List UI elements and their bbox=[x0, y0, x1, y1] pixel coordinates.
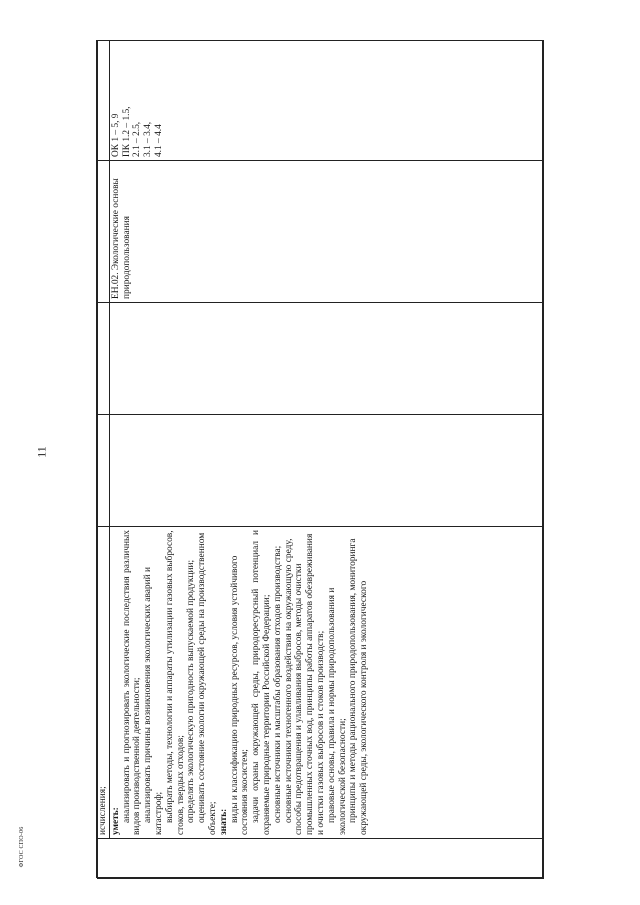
cell-empty bbox=[109, 303, 543, 415]
rotated-table-content bbox=[97, 41, 544, 879]
umet-item: анализировать причины возникновения экологических аварий и катастроф; bbox=[143, 566, 164, 835]
umet-item: анализировать и прогнозировать экологические последствия различных видов производственной деятельности; bbox=[121, 530, 143, 835]
znat-item: основные источники и масштабы образования отходов производства; bbox=[272, 545, 283, 823]
table-row-continuation bbox=[98, 41, 110, 879]
competency-line: 2.1 – 2.5, bbox=[132, 121, 143, 157]
znat-item: основные источники техногенного воздействия на окружающую среду, способы предотвращения и улавливания выбросов, методы очистки промышленных сточных вод, принципы работы аппаратов обезвреживания и очистки газовых выбросов и стоков производств; bbox=[283, 533, 326, 835]
znat-label: знать: bbox=[218, 808, 229, 835]
umet-item: оценивать состояние экологии окружающей среды на производственном объекте; bbox=[197, 532, 218, 835]
umet-label: уметь: bbox=[110, 807, 121, 835]
competency-line: 3.1 – 3.4, bbox=[143, 121, 154, 157]
umet-item: выбирать методы, технологии и аппараты утилизации газовых выбросов, стоков, твердых отходов; bbox=[164, 530, 186, 835]
cell-continuation bbox=[98, 527, 110, 839]
cell-blank bbox=[98, 839, 544, 879]
cell-empty bbox=[109, 415, 543, 527]
cell-empty bbox=[98, 415, 110, 527]
znat-item: принципы и методы рационального природопользования, мониторинга окружающей среды, экологического контроля и экологического bbox=[348, 538, 370, 835]
standard-table bbox=[96, 40, 543, 878]
table-row-content bbox=[109, 41, 543, 879]
continuation-text: исчисления; bbox=[98, 786, 108, 835]
cell-discipline bbox=[109, 161, 543, 303]
cell-empty bbox=[98, 41, 110, 161]
cell-skills-knowledge bbox=[109, 527, 543, 839]
competency-line: ПК 1.2 – 1.5, bbox=[121, 106, 132, 157]
footer-code: ФГОС СПО-06 bbox=[19, 826, 25, 868]
cell-empty bbox=[98, 161, 110, 303]
competency-line: ОК 1 – 5, 9 bbox=[110, 113, 121, 157]
competency-table bbox=[97, 40, 544, 879]
page-number: 11 bbox=[34, 446, 49, 458]
cell-competencies bbox=[109, 41, 543, 161]
competency-line: 4.1 – 4.4 bbox=[153, 124, 164, 157]
znat-item: правовые основы, правила и нормы природопользования и экологической безопасности; bbox=[326, 587, 348, 835]
znat-item: виды и классификацию природных ресурсов, условия устойчивого состояния экосистем; bbox=[229, 555, 251, 835]
cell-empty bbox=[98, 303, 110, 415]
znat-item: задачи охраны окружающей среды, природоресурсный потенциал и охраняемые природные территории Российской Федерации; bbox=[251, 530, 272, 835]
discipline-name: ЕН.02. Экологические основы природопользования bbox=[110, 178, 132, 299]
umet-item: определять экологическую пригодность выпускаемой продукции; bbox=[186, 559, 197, 823]
